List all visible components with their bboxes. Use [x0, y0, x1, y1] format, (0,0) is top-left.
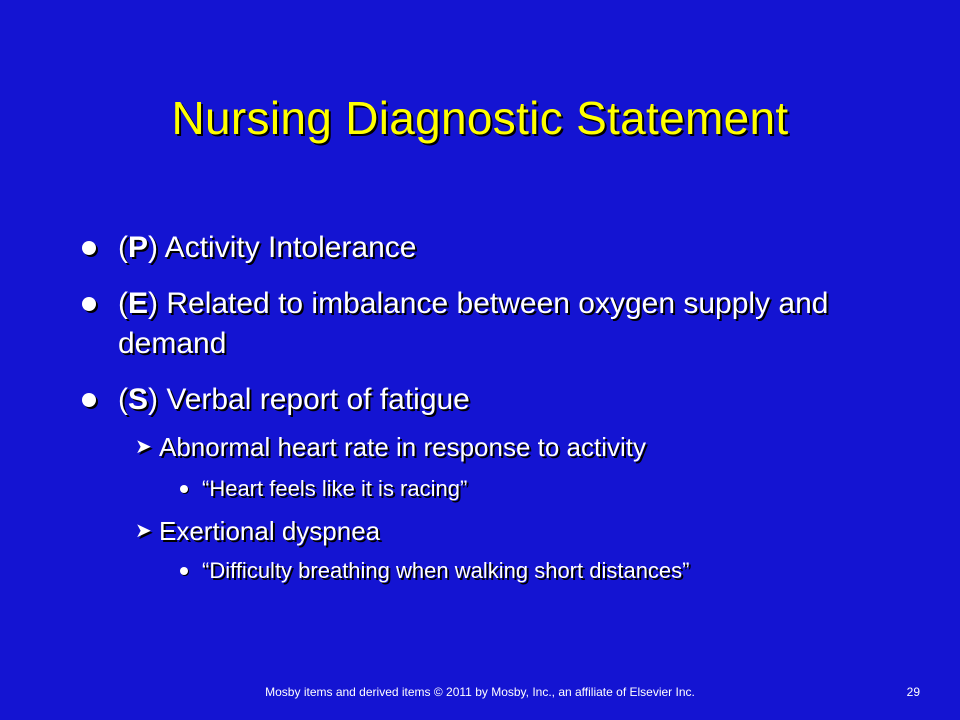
round-bullet-icon	[82, 393, 96, 407]
quote-text: “Heart feels like it is racing”	[202, 476, 468, 501]
arrowhead-bullet-icon: ➤	[135, 520, 152, 542]
small-dot-bullet-icon	[180, 485, 188, 493]
round-bullet-icon	[82, 297, 96, 311]
bullet-text: (S) Verbal report of fatigue	[118, 383, 470, 416]
bullet-text: (E) Related to imbalance between oxygen supply and demand	[118, 287, 829, 360]
arrowhead-bullet-icon: ➤	[135, 436, 152, 458]
quote-text: “Difficulty breathing when walking short distances”	[202, 558, 690, 583]
round-bullet-icon	[82, 241, 96, 255]
sub-bullet-text: Exertional dyspnea	[159, 516, 381, 546]
slide-title: Nursing Diagnostic Statement	[171, 92, 789, 144]
bullet-text: (P) Activity Intolerance	[118, 231, 417, 264]
copyright-footer: Mosby items and derived items © 2011 by Mosby, Inc., an affiliate of Elsevier Inc.	[265, 685, 695, 699]
sub-bullet-text: Abnormal heart rate in response to activity	[159, 432, 647, 462]
page-number: 29	[906, 685, 920, 699]
small-dot-bullet-icon	[180, 567, 188, 575]
